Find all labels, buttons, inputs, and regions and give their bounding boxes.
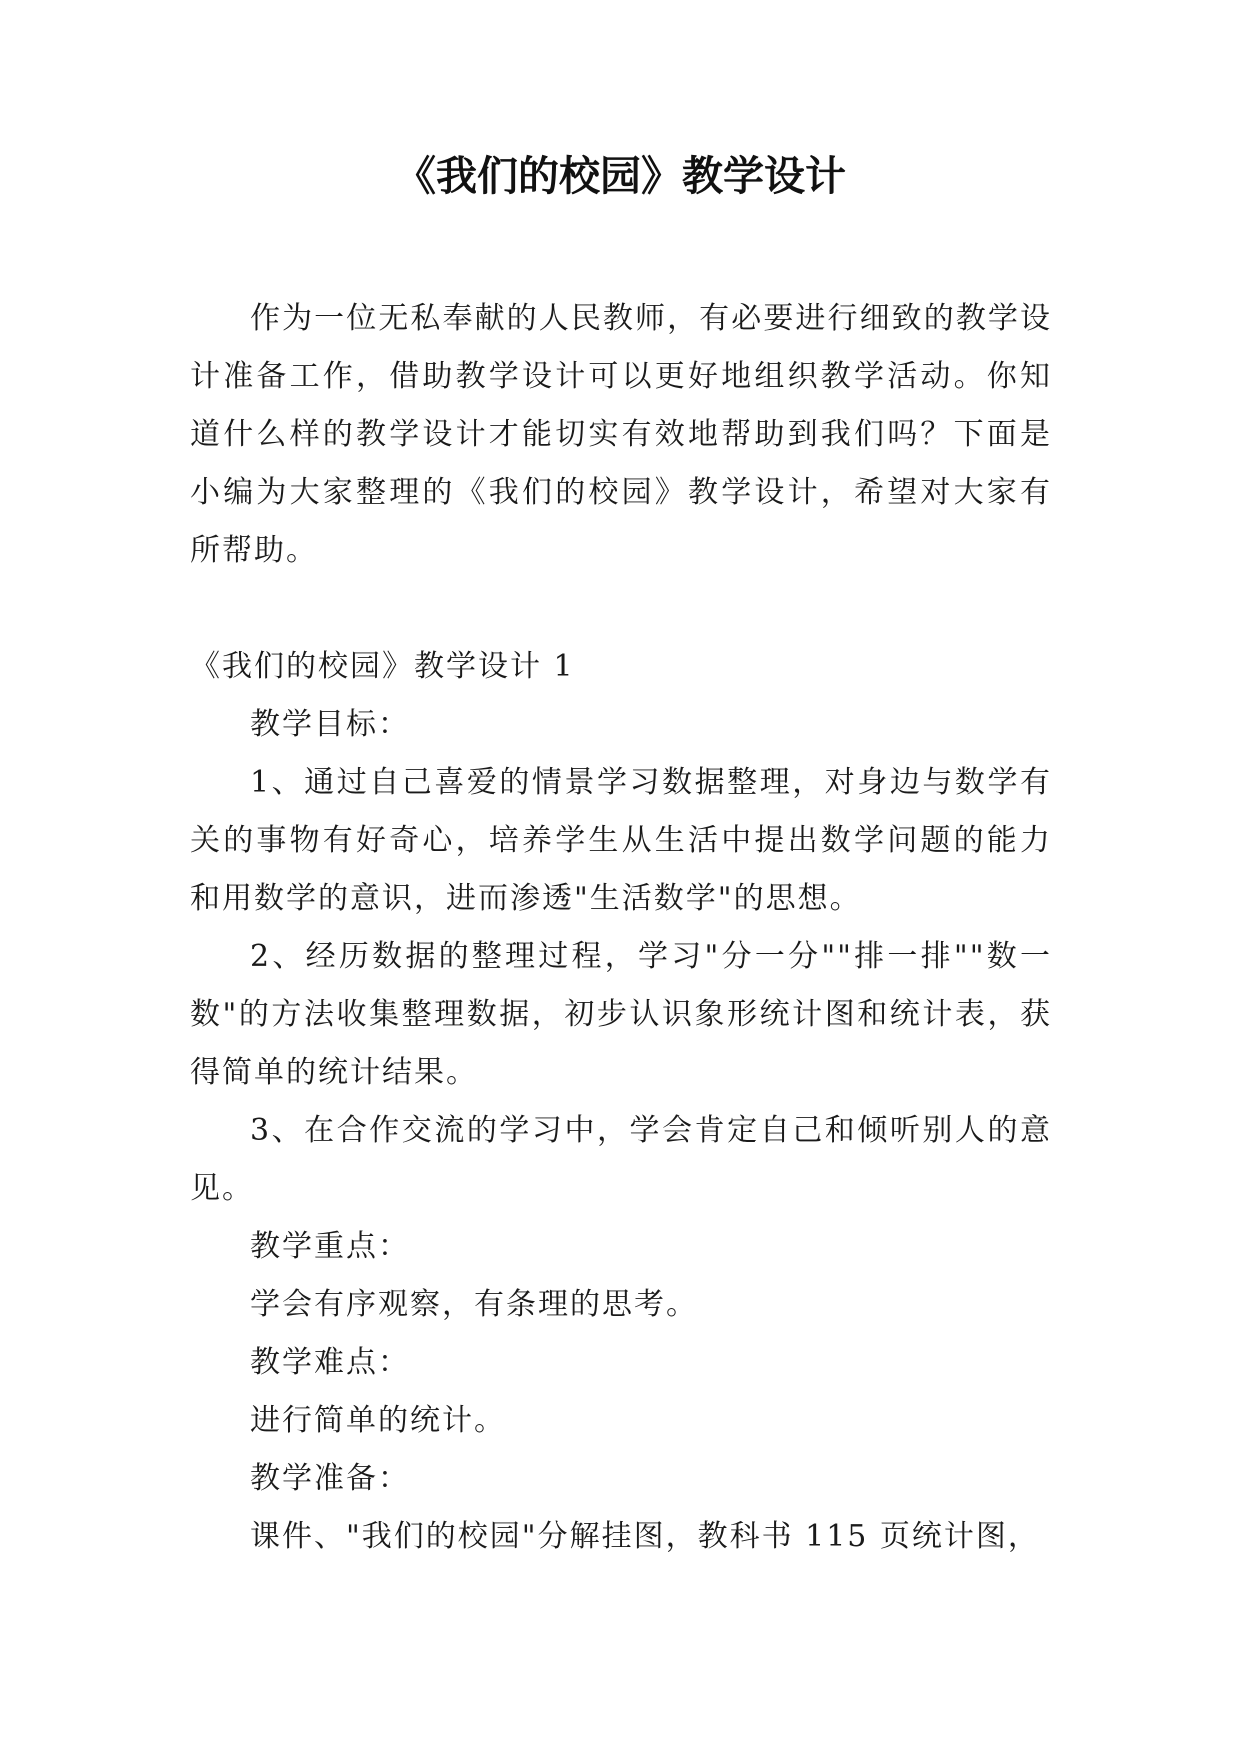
section-heading: 《我们的校园》教学设计 1	[190, 649, 575, 684]
goal-item-2: 2、经历数据的整理过程，学习"分一分""排一排""数一数"的方法收集整理数据，初步认识象形统计图和统计表，获得简单的统计结果。	[190, 939, 1052, 1090]
document-body	[190, 290, 1052, 1566]
difficulty-text: 进行简单的统计。	[250, 1403, 506, 1438]
goal-item-1: 1、通过自己喜爱的情景学习数据整理，对身边与数学有关的事物有好奇心，培养学生从生活中提出数学问题的能力和用数学的意识，进而渗透"生活数学"的思想。	[190, 765, 1052, 916]
goals-label: 教学目标：	[250, 707, 410, 742]
difficulty-label: 教学难点：	[250, 1345, 410, 1380]
preparation-label: 教学准备：	[250, 1461, 410, 1496]
goal-item-3: 3、在合作交流的学习中，学会肯定自己和倾听别人的意见。	[190, 1113, 1052, 1206]
key-point-label: 教学重点：	[250, 1229, 410, 1264]
preparation-text: 课件、"我们的校园"分解挂图，教科书 115 页统计图，	[250, 1519, 1040, 1554]
document-title: 《我们的校园》教学设计	[395, 152, 846, 200]
key-point-text: 学会有序观察，有条理的思考。	[250, 1287, 698, 1322]
intro-paragraph: 作为一位无私奉献的人民教师，有必要进行细致的教学设计准备工作，借助教学设计可以更好地组织教学活动。你知道什么样的教学设计才能切实有效地帮助到我们吗？下面是小编为大家整理的《我们的校园》教学设计，希望对大家有所帮助。	[190, 301, 1052, 568]
